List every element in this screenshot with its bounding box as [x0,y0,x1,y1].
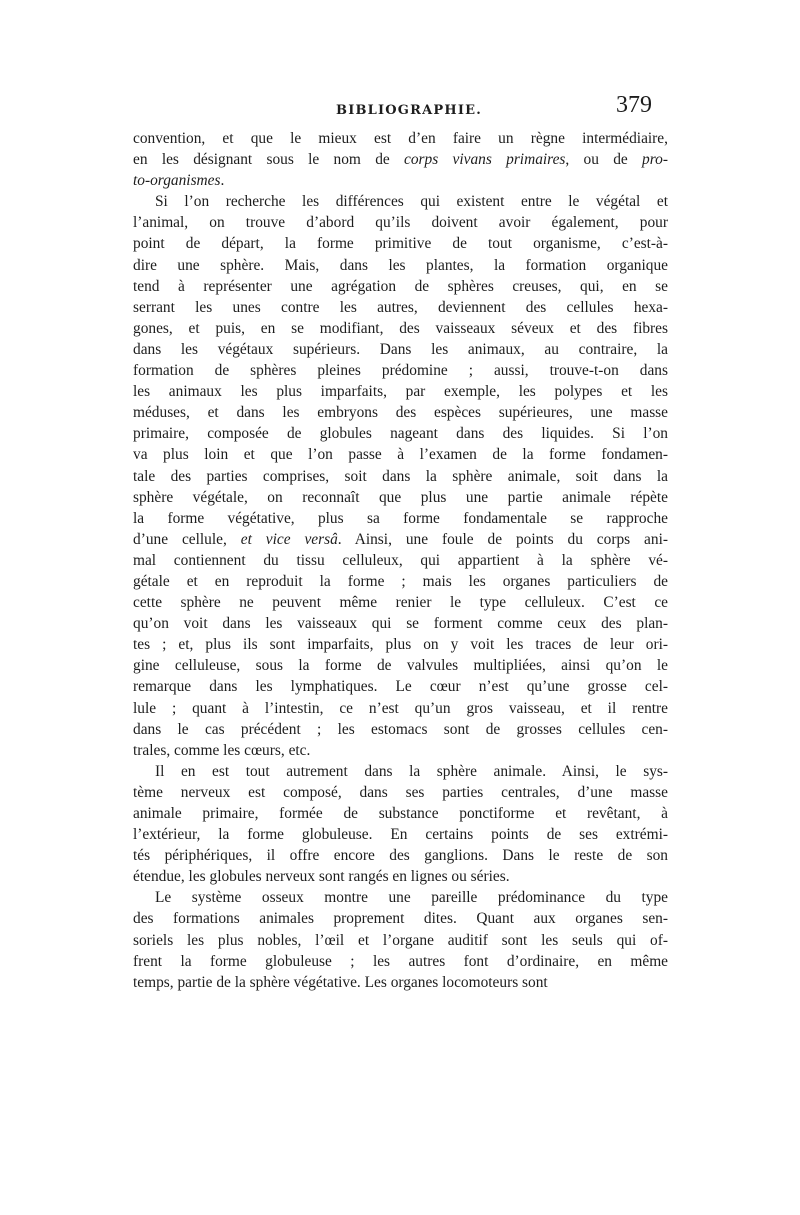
text-segment: dire une sphère. Mais, dans les plantes, la formation organique [133,256,668,274]
text-line [133,972,668,993]
text-segment: tes ; et, plus ils sont imparfaits, plus on y voit les traces de leur ori- [133,636,668,654]
text-segment: remarque dans les lymphatiques. Le cœur n’est qu’une grosse cel- [133,678,668,696]
text-line [133,740,668,761]
text-segment: mal contiennent du tissu celluleux, qui appartient à la sphère vé- [133,551,668,569]
text-line [133,951,668,972]
text-segment: serrant les unes contre les autres, deviennent des cellules hexa- [133,298,668,316]
text-segment: animale primaire, formée de substance ponctiforme et revêtant, à [133,805,668,822]
text-segment: tème nerveux est composé, dans ses parties centrales, d’une masse [133,783,668,801]
text-segment: dans les végétaux supérieurs. Dans les animaux, au contraire, la [133,340,668,358]
text-line [133,297,668,318]
paragraph [133,128,668,191]
text-segment: Si l’on recherche les différences qui existent entre le végétal et [155,193,668,211]
text-line [133,233,668,254]
text-line [133,930,668,951]
text-segment: les animaux les plus imparfaits, par exemple, les polypes et les [133,383,668,401]
paragraph [133,761,668,888]
text-line [133,803,668,824]
paragraph [133,887,668,992]
text-segment: formation de sphères pleines prédomine ; aussi, trouve-t-on dans [133,362,668,380]
text-segment: gine celluleuse, sous la forme de valvules multipliées, ainsi qu’on le [133,657,668,675]
text-segment: l’animal, on trouve d’abord qu’ils doivent avoir également, pour [133,214,668,232]
text-line [133,212,668,233]
text-segment: trales, comme les cœurs, etc. [133,741,311,759]
text-segment: convention, et que le mieux est d’en faire un règne intermédiaire, [133,130,668,147]
text-line [133,698,668,719]
text-segment: , ou de [565,151,643,169]
text-line [133,128,668,149]
text-segment: va plus loin et que l’on passe à l’examen de la forme fondamen- [133,446,668,464]
text-line [133,824,668,845]
text-segment: Le système osseux montre une pareille prédominance du type [155,889,668,907]
text-line [133,634,668,655]
page-number: 379 [616,92,652,118]
body-text [133,128,668,993]
text-line [133,360,668,381]
text-line [133,508,668,529]
text-segment: tend à représenter une agrégation de sphères creuses, qui, en se [133,277,668,295]
text-segment: frent la forme globuleuse ; les autres font d’ordinaire, en même [133,952,668,970]
text-segment: tale des parties comprises, soit dans la sphère animale, soit dans la [133,467,668,485]
text-line [133,444,668,465]
text-line [133,676,668,697]
text-line [133,866,668,887]
text-segment: gétale et en reproduit la forme ; mais les organes particuliers de [133,572,668,590]
text-segment: point de départ, la forme primitive de tout organisme, c’est-à- [133,235,668,253]
text-line [133,487,668,508]
text-line [133,529,668,550]
text-segment: en les désignant sous le nom de [133,151,405,169]
text-segment: lule ; quant à l’intestin, ce n’est qu’un gros vaisseau, et il rentre [133,699,668,717]
text-line [133,402,668,423]
italic-text: pro- [642,151,668,169]
text-segment: étendue, les globules nerveux sont rangés en lignes ou séries. [133,868,510,886]
text-segment: des formations animales proprement dites. Quant aux organes sen- [133,910,668,928]
text-line [133,381,668,402]
text-line [133,592,668,613]
text-line [133,339,668,360]
text-segment: la forme végétative, plus sa forme fondamentale se rapproche [133,509,668,527]
text-segment: . [220,172,225,190]
italic-text: corps vivans primaires [404,151,566,169]
text-segment: Il en est tout autrement dans la sphère animale. Ainsi, le sys- [155,762,668,780]
text-segment: gones, et puis, en se modifiant, des vaisseaux séveux et des fibres [133,319,668,337]
text-segment: sphère végétale, on reconnaît que plus une partie animale répète [133,488,668,506]
text-segment: temps, partie de la sphère végétative. Les organes locomoteurs sont [133,973,548,991]
text-segment: soriels les plus nobles, l’œil et l’organe auditif sont les seuls qui of- [133,931,668,949]
text-line [133,318,668,339]
text-line [133,887,668,908]
text-line [133,761,668,782]
italic-text: to-organismes [133,172,221,190]
text-segment: méduses, et dans les embryons des espèces supérieures, une masse [133,404,668,422]
text-line [133,845,668,866]
paragraph [133,191,668,761]
text-segment: l’extérieur, la forme globuleuse. En certains points de ses extrémi- [133,826,668,844]
text-segment: dans le cas précédent ; les estomacs sont de grosses cellules cen- [133,720,668,738]
text-line [133,149,668,170]
text-line [133,613,668,634]
text-line [133,908,668,929]
running-title: BIBLIOGRAPHIE. [336,103,482,118]
text-line [133,423,668,444]
text-segment: d’une cellule, [133,530,241,548]
text-line [133,782,668,803]
text-line [133,719,668,740]
text-segment: qu’on voit dans les vaisseaux qui se forment comme ceux des plan- [133,615,668,633]
text-line [133,550,668,571]
text-line [133,276,668,297]
text-segment: tés périphériques, il offre encore des ganglions. Dans le reste de son [133,847,668,865]
text-line [133,170,668,191]
text-line [133,571,668,592]
italic-text: et vice versâ [240,530,338,548]
text-line [133,255,668,276]
text-line [133,466,668,487]
text-segment: primaire, composée de globules nageant dans des liquides. Si l’on [133,425,668,443]
text-line [133,191,668,212]
text-segment: . Ainsi, une foule de points du corps ani- [337,530,668,548]
text-segment: cette sphère ne peuvent même renier le type celluleux. C’est ce [133,594,668,612]
text-line [133,655,668,676]
